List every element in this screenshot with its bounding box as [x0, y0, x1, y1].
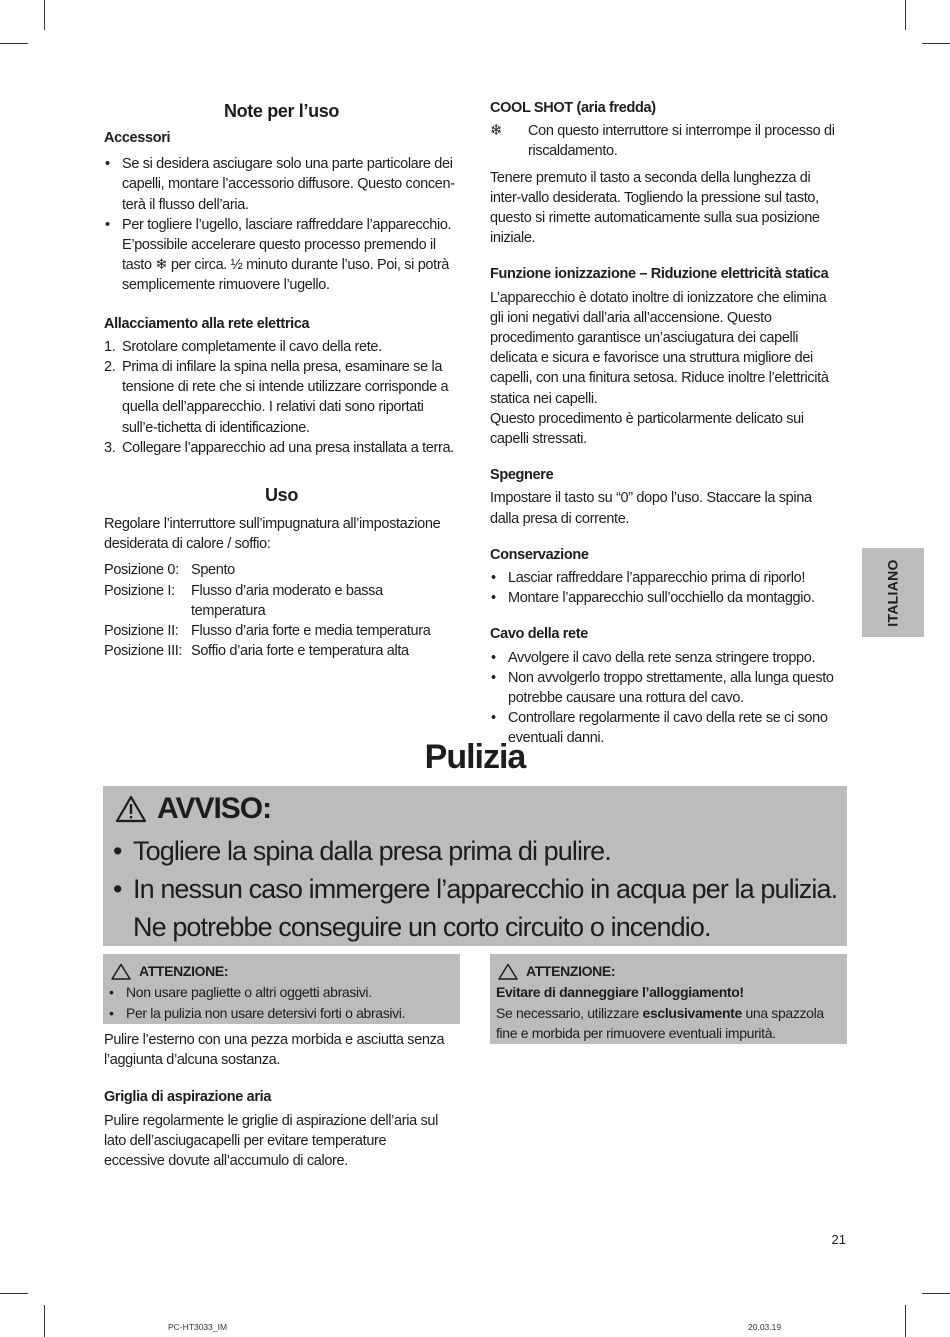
- warning-icon: [111, 963, 131, 980]
- ionizzazione-heading: Funzione ionizzazione – Riduzione elettricità statica: [490, 266, 829, 283]
- accessori-heading: Accessori: [104, 130, 171, 146]
- attenzione-box-left: [103, 954, 460, 1024]
- uso-intro: Regolare l’interruttore sull’impugnatura all’impostazione desiderata di calore / soffio:: [104, 516, 441, 553]
- page-number: 21: [831, 1232, 846, 1247]
- spegnere-text: Impostare il tasto su “0” dopo l’uso. Staccare la spina dalla presa di corrente.: [490, 490, 812, 527]
- snowflake-icon: ❄: [490, 122, 503, 140]
- list-item: • Lasciar raffreddare l’apparecchio prima di riporlo!: [490, 568, 842, 588]
- griglia-heading: Griglia di aspirazione aria: [104, 1089, 272, 1106]
- avviso-box: [103, 786, 847, 946]
- cool-shot-heading: COOL SHOT (aria fredda): [490, 100, 656, 116]
- right-column: [490, 98, 842, 749]
- attenzione-bold-line: Evitare di danneggiare l’alloggiamento!: [496, 984, 744, 1000]
- esterno-text: Pulire l’esterno con una pezza morbida e asciutta senza l’aggiunta d’alcuna sostanza.: [104, 1032, 445, 1069]
- cavo-heading: Cavo della rete: [490, 626, 588, 643]
- left-column: [104, 98, 459, 661]
- accessori-list: [104, 154, 459, 295]
- attenzione-box-right: [490, 954, 847, 1044]
- griglia-text: Pulire regolarmente le griglie di aspirazione dell’aria sul lato dell’asciugacapelli per evitare temperature eccessive dovute all’accumulo di calore.: [104, 1112, 438, 1170]
- uso-title: Uso: [265, 485, 298, 506]
- crop-mark: [44, 0, 45, 30]
- ionizzazione-text: L’apparecchio è dotato inoltre di ionizzatore che elimina gli ioni negativi dall’aria all’accensione. Questo procedimento garantisce un’asciugatura dei capelli delicata e sicura e favorisce una struttura migliore dei capelli, con una finitura setosa. Riduce inoltre l’elettricità statica nei capelli.: [490, 289, 829, 407]
- attenzione-list: [103, 982, 460, 1023]
- position-row: Posizione 0: Spento: [104, 562, 235, 579]
- list-item: • Per la pulizia non usare detersivi forti o abrasivi.: [108, 1003, 460, 1024]
- crop-mark: [922, 1293, 950, 1294]
- crop-mark: [44, 1305, 45, 1337]
- position-row: Posizione I: Flusso d’aria moderato e bassa temperatura: [104, 582, 383, 619]
- list-item: • Se si desidera asciugare solo una parte particolare dei capelli, montare l’accessorio diffusore. Questo concen-terà il flusso dell’aria.: [104, 154, 459, 215]
- conservazione-heading: Conservazione: [490, 546, 589, 563]
- crop-mark: [922, 43, 950, 44]
- cool-shot-symbol-row: ❄ Con questo interruttore si interrompe il processo di riscaldamento.: [490, 121, 842, 161]
- conservazione-list: [490, 568, 842, 608]
- position-row: Posizione II: Flusso d’aria forte e media temperatura: [104, 623, 431, 640]
- cool-shot-text: Tenere premuto il tasto a seconda della lunghezza di inter-vallo desiderata. Togliendo la pressione sul tasto, questo si rimette automaticamente sulla sua posizione iniziale.: [490, 169, 820, 247]
- list-item: 3. Collegare l’apparecchio ad una presa installata a terra.: [104, 439, 454, 456]
- crop-mark: [905, 1305, 906, 1337]
- allacciamento-heading: Allacciamento alla rete elettrica: [104, 315, 310, 332]
- language-tab-label: ITALIANO: [885, 558, 901, 627]
- list-item: • Togliere la spina dalla presa prima di pulire.: [111, 832, 841, 870]
- attenzione-label: ATTENZIONE:: [526, 962, 616, 979]
- attenzione-text: Se necessario, utilizzare esclusivamente una spazzola fine e morbida per rimuovere eventuali impurità.: [496, 1004, 824, 1041]
- list-item: • Montare l’apparecchio sull’occhiello da montaggio.: [490, 588, 842, 608]
- footer-date: 20.03.19: [748, 1322, 782, 1332]
- warning-icon: [115, 795, 147, 823]
- list-item: • Avvolgere il cavo della rete senza stringere troppo.: [490, 648, 842, 668]
- list-item: • Non avvolgerlo troppo strettamente, alla lunga questo potrebbe causare una rottura del cavo.: [490, 668, 842, 708]
- crop-mark: [0, 43, 28, 44]
- avviso-list: [111, 832, 841, 946]
- pulizia-title: Pulizia: [424, 738, 526, 776]
- avviso-head: [115, 792, 271, 826]
- crop-mark: [905, 0, 906, 30]
- list-item: • Controllare regolarmente il cavo della rete se ci sono eventuali danni.: [490, 708, 842, 748]
- allacciamento-list: [104, 337, 459, 458]
- crop-mark: [0, 1293, 28, 1294]
- list-item: • Per togliere l’ugello, lasciare raffreddare l’apparecchio. E’possibile accelerare questo processo premendo il tasto ❄ per circa. ½ minuto durante l’uso. Poi, si potrà semplicemente rimuovere l’ugello.: [104, 215, 459, 296]
- spegnere-heading: Spegnere: [490, 467, 554, 484]
- positions-list: [104, 560, 459, 661]
- list-item: 2. Prima di infilare la spina nella presa, esaminare se la tensione di rete che si intende utilizzare corrisponde a quella dell’apparecchio. I relativi dati sono riportati sull’e-tichetta di identificazione.: [104, 359, 449, 436]
- warning-icon: [498, 963, 518, 980]
- language-tab: [862, 548, 924, 637]
- position-row: Posizione III: Soffio d’aria forte e temperatura alta: [104, 643, 409, 660]
- note-title: Note per l’uso: [223, 101, 340, 121]
- attenzione-label: ATTENZIONE:: [139, 962, 229, 979]
- ionizzazione-text-2: Questo procedimento è particolarmente delicato sui capelli stressati.: [490, 410, 804, 448]
- list-item: • In nessun caso immergere l’apparecchio in acqua per la pulizia. Ne potrebbe conseguire un corto circuito o incendio.: [111, 870, 841, 946]
- pulizia-left-text: [104, 1030, 449, 1171]
- avviso-label: AVVISO:: [157, 792, 272, 825]
- footer-model: PC-HT3033_IM: [168, 1322, 228, 1332]
- list-item: • Non usare pagliette o altri oggetti abrasivi.: [108, 982, 460, 1003]
- list-item: 1. Srotolare completamente il cavo della rete.: [104, 338, 382, 355]
